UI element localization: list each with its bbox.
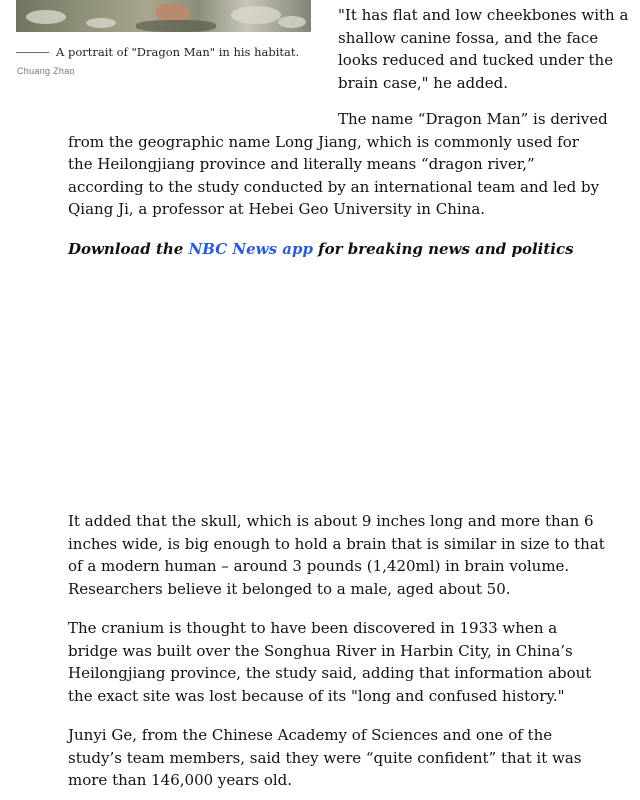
promo-suffix: for breaking news and politics	[312, 240, 574, 258]
paragraph-body: from the geographic name Long Jiang, which is commonly used for the Heilongjiang province and literally means “dragon river,” according to the study conducted by an international team and led by Qiang Ji, a professor at Hebei Geo University in China.	[68, 132, 600, 218]
image-caption: A portrait of "Dragon Man" in his habitat.	[56, 45, 300, 59]
paragraph-name-origin	[68, 108, 608, 221]
paragraph-skull-size: It added that the skull, which is about 9 inches long and more than 6 inches wide, is big enough to hold a brain that is similar in size to that of a modern human – around 3 pounds (1,420ml) in brain volume. Researchers believe it belonged to a male, aged about 50.	[68, 512, 605, 598]
caption-divider	[16, 52, 49, 53]
quote-paragraph: "It has flat and low cheekbones with a shallow canine fossa, and the face looks reduced and tucked under the brain case," he added.	[338, 6, 629, 92]
image-credit: Chuang Zhao	[17, 66, 75, 76]
nbc-news-app-link[interactable]: NBC News app	[188, 240, 313, 258]
app-promo	[68, 237, 608, 261]
paragraph-lead: The name “Dragon Man” is derived	[338, 110, 608, 128]
article-photo	[16, 0, 311, 32]
paragraph-age: Junyi Ge, from the Chinese Academy of Sciences and one of the study’s team members, said they were “quite confident” that it was more than 146,000 years old.	[68, 726, 582, 789]
paragraph-discovery: The cranium is thought to have been discovered in 1933 when a bridge was built over the Songhua River in Harbin City, in China’s Heilongjiang province, the study said, adding that information about the exact site was lost because of its "long and confused history."	[68, 619, 592, 705]
promo-prefix: Download the	[68, 240, 189, 258]
